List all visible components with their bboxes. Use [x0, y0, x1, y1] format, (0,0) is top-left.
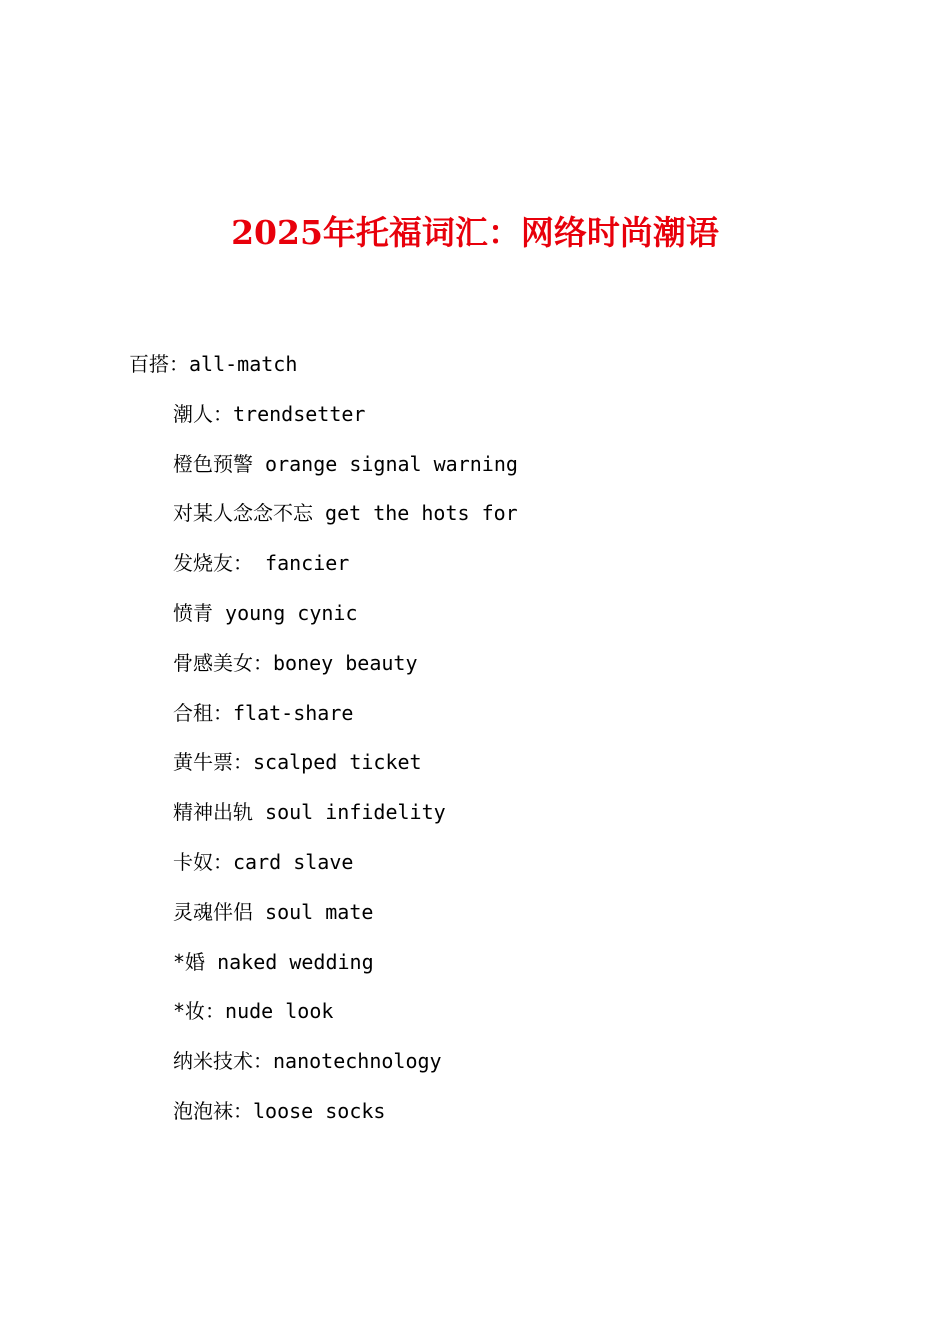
vocabulary-entry: 纳米技术：nanotechnology — [173, 1049, 442, 1074]
vocabulary-entry: 骨感美女：boney beauty — [173, 650, 418, 675]
vocabulary-entry: 合租：flat-share — [173, 700, 354, 725]
vocabulary-entry: 百搭：all-match — [129, 352, 298, 376]
vocabulary-entry: *妆：nude look — [173, 999, 334, 1024]
document-title: 2025年托福词汇：网络时尚潮语 — [231, 213, 719, 252]
vocabulary-entry: 泡泡袜：loose socks — [173, 1098, 386, 1123]
vocabulary-entry: 橙色预警 orange signal warning — [173, 451, 518, 476]
vocabulary-entry: 发烧友： fancier — [173, 551, 350, 576]
vocabulary-entry: 灵魂伴侣 soul mate — [173, 899, 374, 924]
vocabulary-entry: 对某人念念不忘 get the hots for — [173, 501, 518, 526]
vocabulary-entry: 卡奴：card slave — [173, 849, 354, 874]
vocabulary-entry: 黄牛票：scalped ticket — [173, 750, 422, 775]
vocabulary-entry: *婚 naked wedding — [173, 949, 374, 974]
vocabulary-entry: 精神出轨 soul infidelity — [173, 800, 446, 825]
vocabulary-entry: 潮人：trendsetter — [173, 401, 366, 426]
vocabulary-entry: 愤青 young cynic — [173, 600, 358, 625]
vocabulary-list — [0, 340, 950, 1137]
